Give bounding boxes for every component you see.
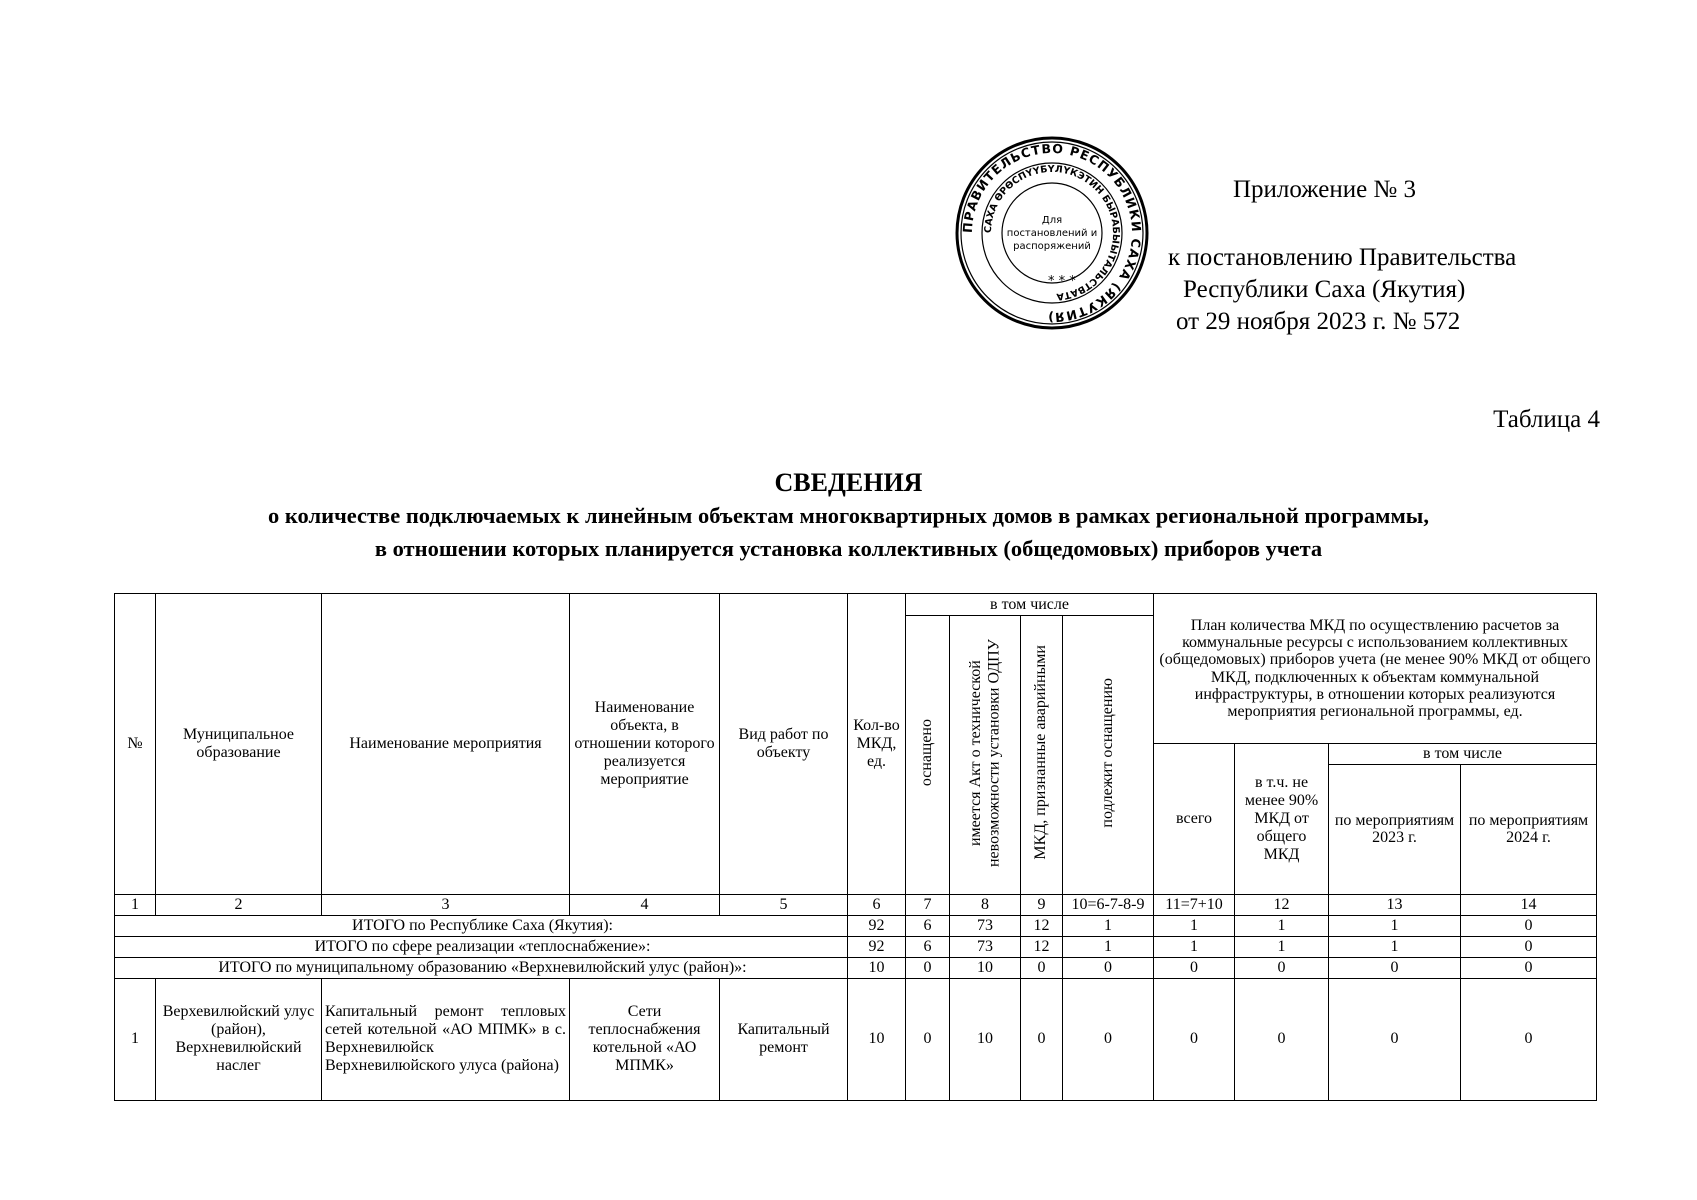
- data-table: [114, 593, 1597, 1101]
- total-row-republic: [115, 915, 1597, 936]
- total-value: 12: [1021, 915, 1063, 936]
- svg-text:распоряжений: распоряжений: [1013, 241, 1091, 252]
- column-number: 10=6-7-8-9: [1063, 894, 1154, 915]
- total-value: 12: [1021, 936, 1063, 957]
- total-label: ИТОГО по сфере реализации «теплоснабжение»:: [115, 936, 848, 957]
- appendix-republic: Республики Саха (Якутия): [1183, 276, 1466, 303]
- total-row-municipality: [115, 957, 1597, 978]
- header-object-name: Наименование объекта, в отношении которого реализуется мероприятие: [570, 594, 720, 895]
- header-to-equip-cell: [1063, 616, 1154, 895]
- header-emergency: МКД, признанные аварийными: [1032, 645, 1050, 860]
- total-value: 1: [1329, 915, 1461, 936]
- doc-title: СВЕДЕНИЯ: [774, 468, 923, 497]
- total-value: 1: [1235, 915, 1329, 936]
- total-value: 0: [906, 957, 950, 978]
- row-value: 0: [906, 978, 950, 1100]
- header-total: всего: [1154, 744, 1235, 895]
- column-number: 8: [950, 894, 1021, 915]
- header-count: Кол-во МКД, ед.: [848, 594, 906, 895]
- total-value: 1: [1154, 936, 1235, 957]
- row-value: 0: [1154, 978, 1235, 1100]
- header-act-cell: [950, 616, 1021, 895]
- column-number: 14: [1461, 894, 1597, 915]
- column-number: 11=7+10: [1154, 894, 1235, 915]
- column-number: 4: [570, 894, 720, 915]
- total-value: 6: [906, 936, 950, 957]
- total-value: 73: [950, 915, 1021, 936]
- row-num: 1: [115, 978, 156, 1100]
- header-min90: в т.ч. не менее 90% МКД от общего МКД: [1235, 744, 1329, 895]
- svg-text:ПРАВИТЕЛЬСТВО РЕСПУБЛИКИ САХА: ПРАВИТЕЛЬСТВО РЕСПУБЛИКИ САХА (ЯКУТИЯ): [959, 140, 1145, 326]
- total-value: 73: [950, 936, 1021, 957]
- row-municipality: Верхевилюйский улус (район), Верхневилюйский наслег: [156, 978, 322, 1100]
- header-act: [967, 639, 1004, 867]
- header-act-line1: имеется Акт о технической: [966, 659, 984, 846]
- row-value: 0: [1329, 978, 1461, 1100]
- doc-subtitle-line2: в отношении которых планируется установка коллективных (общедомовых) приборов учета: [374, 536, 1323, 561]
- total-value: 1: [1235, 936, 1329, 957]
- header-event-name: Наименование мероприятия: [322, 594, 570, 895]
- row-event-name: Капитальный ремонт тепловых сетей котельной «АО МПМК» в с. Верхневилюйск Верхневилюйского улуса (района): [322, 978, 570, 1100]
- table-row: [115, 978, 1597, 1100]
- header-including: в том числе: [906, 594, 1154, 616]
- total-value: 0: [1021, 957, 1063, 978]
- total-label: ИТОГО по муниципальному образованию «Верхневилюйский улус (район)»:: [115, 957, 848, 978]
- table-label: Таблица 4: [1493, 406, 1600, 433]
- total-value: 0: [1329, 957, 1461, 978]
- column-number: 5: [720, 894, 848, 915]
- total-value: 0: [1461, 957, 1597, 978]
- column-number: 9: [1021, 894, 1063, 915]
- header-events-2023: по мероприятиям 2023 г.: [1329, 764, 1461, 894]
- total-value: 1: [1063, 936, 1154, 957]
- row-value: 0: [1063, 978, 1154, 1100]
- total-value: 6: [906, 915, 950, 936]
- row-work-type: Капитальный ремонт: [720, 978, 848, 1100]
- row-value: 0: [1235, 978, 1329, 1100]
- total-value: 1: [1329, 936, 1461, 957]
- header-to-equip: подлежит оснащению: [1098, 677, 1116, 828]
- column-numbers-row: [115, 894, 1597, 915]
- total-label: ИТОГО по Республике Саха (Якутия):: [115, 915, 848, 936]
- column-number: 1: [115, 894, 156, 915]
- seal-graphic: [954, 135, 1150, 331]
- header-including-2: в том числе: [1329, 744, 1597, 765]
- svg-text:САХА ӨРӨСПҮҮБҮЛҮКЭТИН БЫРАБЫЫТ: САХА ӨРӨСПҮҮБҮЛҮКЭТИН БЫРАБЫЫТАЛЬСТВАТА: [982, 163, 1122, 302]
- header-work-type: Вид работ по объекту: [720, 594, 848, 895]
- column-number: 12: [1235, 894, 1329, 915]
- header-plan: План количества МКД по осуществлению расчетов за коммунальные ресурсы с использованием коллективных (общедомовых) приборов учета (не менее 90% МКД от общего МКД, подключенных к объектам коммунальной инфраструктуры, в отношении которых реализуются мероприятия региональной программы, ед.: [1154, 594, 1597, 744]
- total-value: 0: [1063, 957, 1154, 978]
- column-number: 3: [322, 894, 570, 915]
- total-value: 1: [1154, 915, 1235, 936]
- header-municipality: Муниципальное образование: [156, 594, 322, 895]
- total-value: 0: [1461, 915, 1597, 936]
- total-value: 10: [950, 957, 1021, 978]
- doc-subtitle-line1: о количестве подключаемых к линейным объектам многоквартирных домов в рамках региональной программы,: [267, 503, 1429, 528]
- appendix-date: от 29 ноября 2023 г. № 572: [1176, 308, 1461, 335]
- row-object-name: Сети теплоснабжения котельной «АО МПМК»: [570, 978, 720, 1100]
- header-equipped: оснащено: [918, 718, 936, 787]
- total-value: 1: [1063, 915, 1154, 936]
- row-value: 0: [1021, 978, 1063, 1100]
- appendix-number: Приложение № 3: [1233, 176, 1417, 203]
- official-seal: [954, 135, 1150, 331]
- total-row-heating: [115, 936, 1597, 957]
- column-number: 7: [906, 894, 950, 915]
- total-value: 10: [848, 957, 906, 978]
- header-row-1: [115, 594, 1597, 616]
- header-events-2024: по мероприятиям 2024 г.: [1461, 764, 1597, 894]
- row-value: 10: [950, 978, 1021, 1100]
- column-number: 13: [1329, 894, 1461, 915]
- total-value: 0: [1461, 936, 1597, 957]
- header-emergency-cell: [1021, 616, 1063, 895]
- header-equipped-cell: [906, 616, 950, 895]
- header-act-line2: невозможности установки ОДПУ: [985, 638, 1002, 867]
- row-value: 10: [848, 978, 906, 1100]
- total-value: 0: [1154, 957, 1235, 978]
- row-value: 0: [1461, 978, 1597, 1100]
- appendix-resolution: к постановлению Правительства: [1168, 244, 1517, 271]
- total-value: 92: [848, 915, 906, 936]
- header-num: №: [115, 594, 156, 895]
- column-number: 6: [848, 894, 906, 915]
- column-number: 2: [156, 894, 322, 915]
- total-value: 0: [1235, 957, 1329, 978]
- svg-text:Для: Для: [1041, 215, 1063, 226]
- svg-text:* * *: * * *: [1048, 274, 1076, 289]
- total-value: 92: [848, 936, 906, 957]
- svg-text:постановлений и: постановлений и: [1006, 228, 1098, 239]
